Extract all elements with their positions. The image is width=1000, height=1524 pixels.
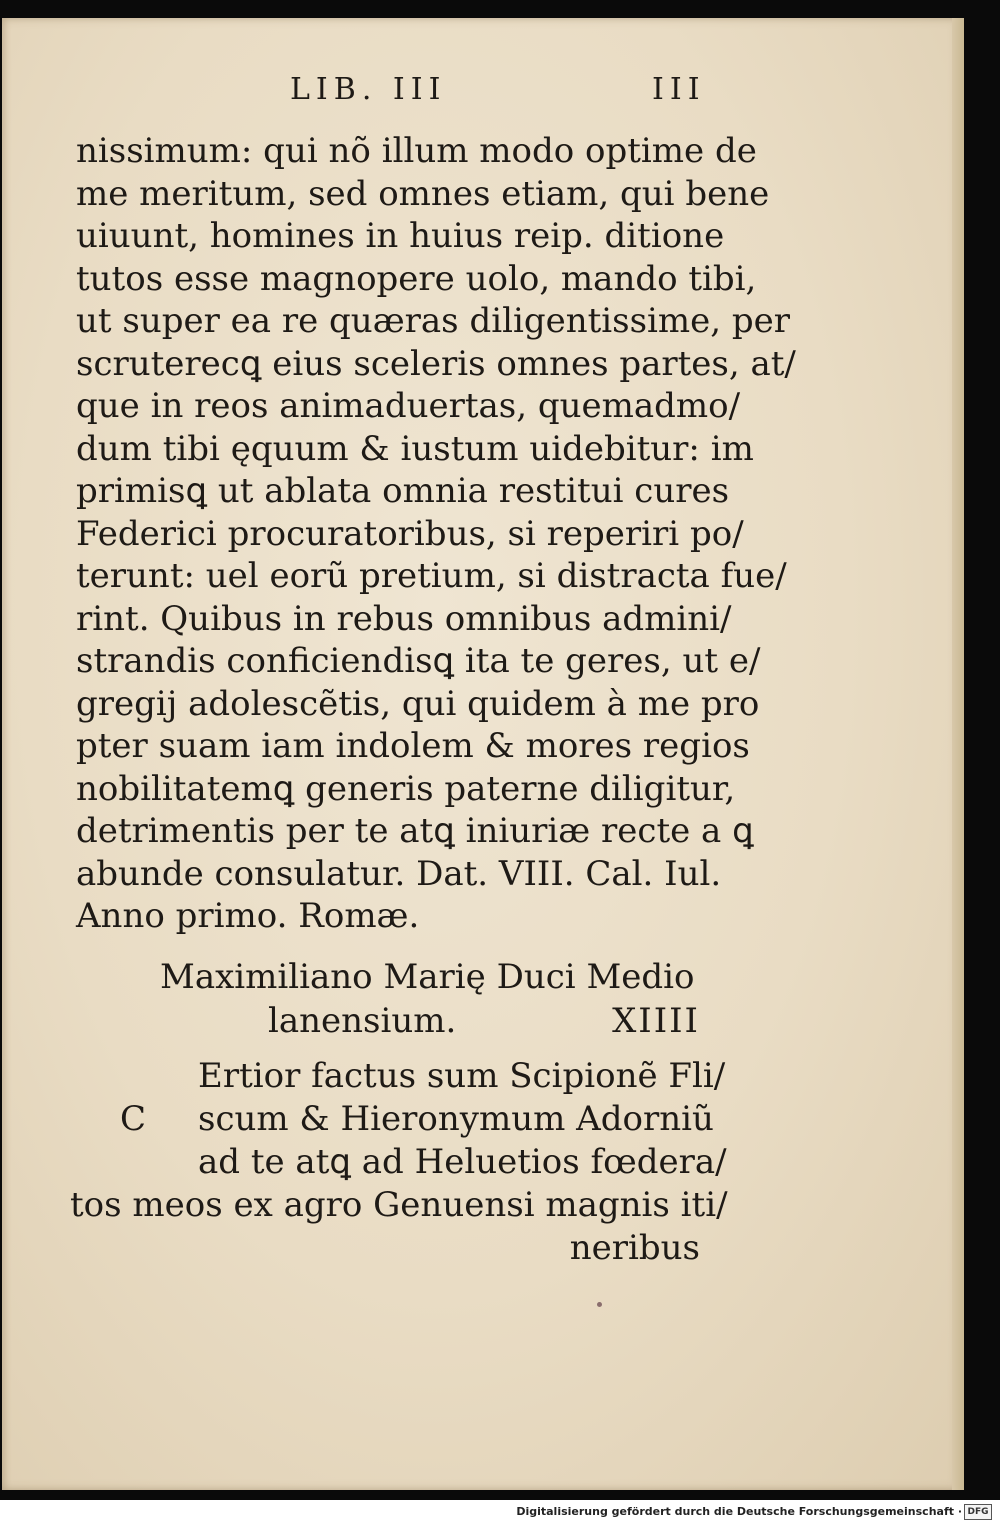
- text-line: dum tibi ęquum & iustum uidebitur: im: [76, 428, 754, 469]
- letter-line-text: scum & Hieronymum Adorniũ: [198, 1099, 714, 1139]
- running-title: LIB. III: [290, 72, 447, 107]
- text-line: nobilitatemꝗ generis paterne diligitur,: [76, 768, 736, 809]
- funding-credit: Digitalisierung gefördert durch die Deutsche Forschungsgemeinschaft ·: [516, 1505, 962, 1518]
- text-line: Federici procuratoribus, si reperiri po/: [76, 513, 744, 554]
- text-line: abunde consulatur. Dat. VIII. Cal. Iul.: [76, 853, 722, 894]
- text-line: nissimum: qui nõ illum modo optime de: [76, 131, 757, 171]
- letter-line-text: ad te atꝗ ad Heluetios fœdera/: [198, 1142, 727, 1182]
- text-line: ut super ea re quæras diligentissime, per: [76, 301, 791, 341]
- letter-line-text: Ertior factus sum Scipionẽ Fli/: [198, 1056, 726, 1096]
- heading-line-2: [160, 999, 700, 1043]
- text-line: primisꝗ ut ablata omnia restitui cures: [76, 471, 730, 511]
- letter-line: [70, 1184, 728, 1227]
- text-line: strandis conficiendisꝗ ita te geres, ut e/: [76, 641, 761, 681]
- guide-letter: C: [120, 1099, 147, 1139]
- text-line: tutos esse magnopere uolo, mando tibi,: [76, 258, 757, 299]
- letter-body: [70, 1055, 728, 1270]
- page-number: III: [652, 72, 706, 107]
- footer-bar: [0, 1500, 1000, 1524]
- text-line: Anno primo. Romæ.: [76, 896, 420, 936]
- dfg-logo: DFG: [964, 1504, 992, 1520]
- letter-line: [70, 1227, 700, 1270]
- catchword: neribus: [569, 1228, 700, 1268]
- letter-number: XIIII: [612, 1001, 700, 1041]
- heading-line: Maximiliano Marię Duci Medio: [160, 957, 695, 997]
- letter-line-text: tos meos ex agro Genuensi magnis iti/: [70, 1185, 728, 1225]
- text-line: uiuunt, homines in huius reip. ditione: [76, 216, 725, 256]
- text-line: pter suam iam indolem & mores regios: [76, 726, 750, 766]
- letter-line: [70, 1141, 727, 1184]
- letter-heading: [160, 955, 700, 1043]
- text-line: scruterecꝗ eius sceleris omnes partes, at/: [76, 343, 796, 384]
- text-line: detrimentis per te atꝗ iniuriæ recte a ꝗ: [76, 811, 754, 851]
- text-line: gregij adolescẽtis, qui quidem à me pro: [76, 683, 760, 724]
- text-line: terunt: uel eorũ pretium, si distracta fue/: [76, 556, 787, 596]
- letter-line: [70, 1055, 726, 1098]
- text-line: rint. Quibus in rebus omnibus admini/: [76, 598, 732, 639]
- heading-continuation: lanensium.: [268, 1001, 457, 1041]
- page-speck: [597, 1302, 602, 1307]
- page-edge: [952, 18, 964, 1490]
- letter-line: [70, 1098, 714, 1141]
- text-line: que in reos animaduertas, quemadmo/: [76, 386, 741, 426]
- body-text: [76, 130, 796, 938]
- text-line: me meritum, sed omnes etiam, qui bene: [76, 173, 770, 214]
